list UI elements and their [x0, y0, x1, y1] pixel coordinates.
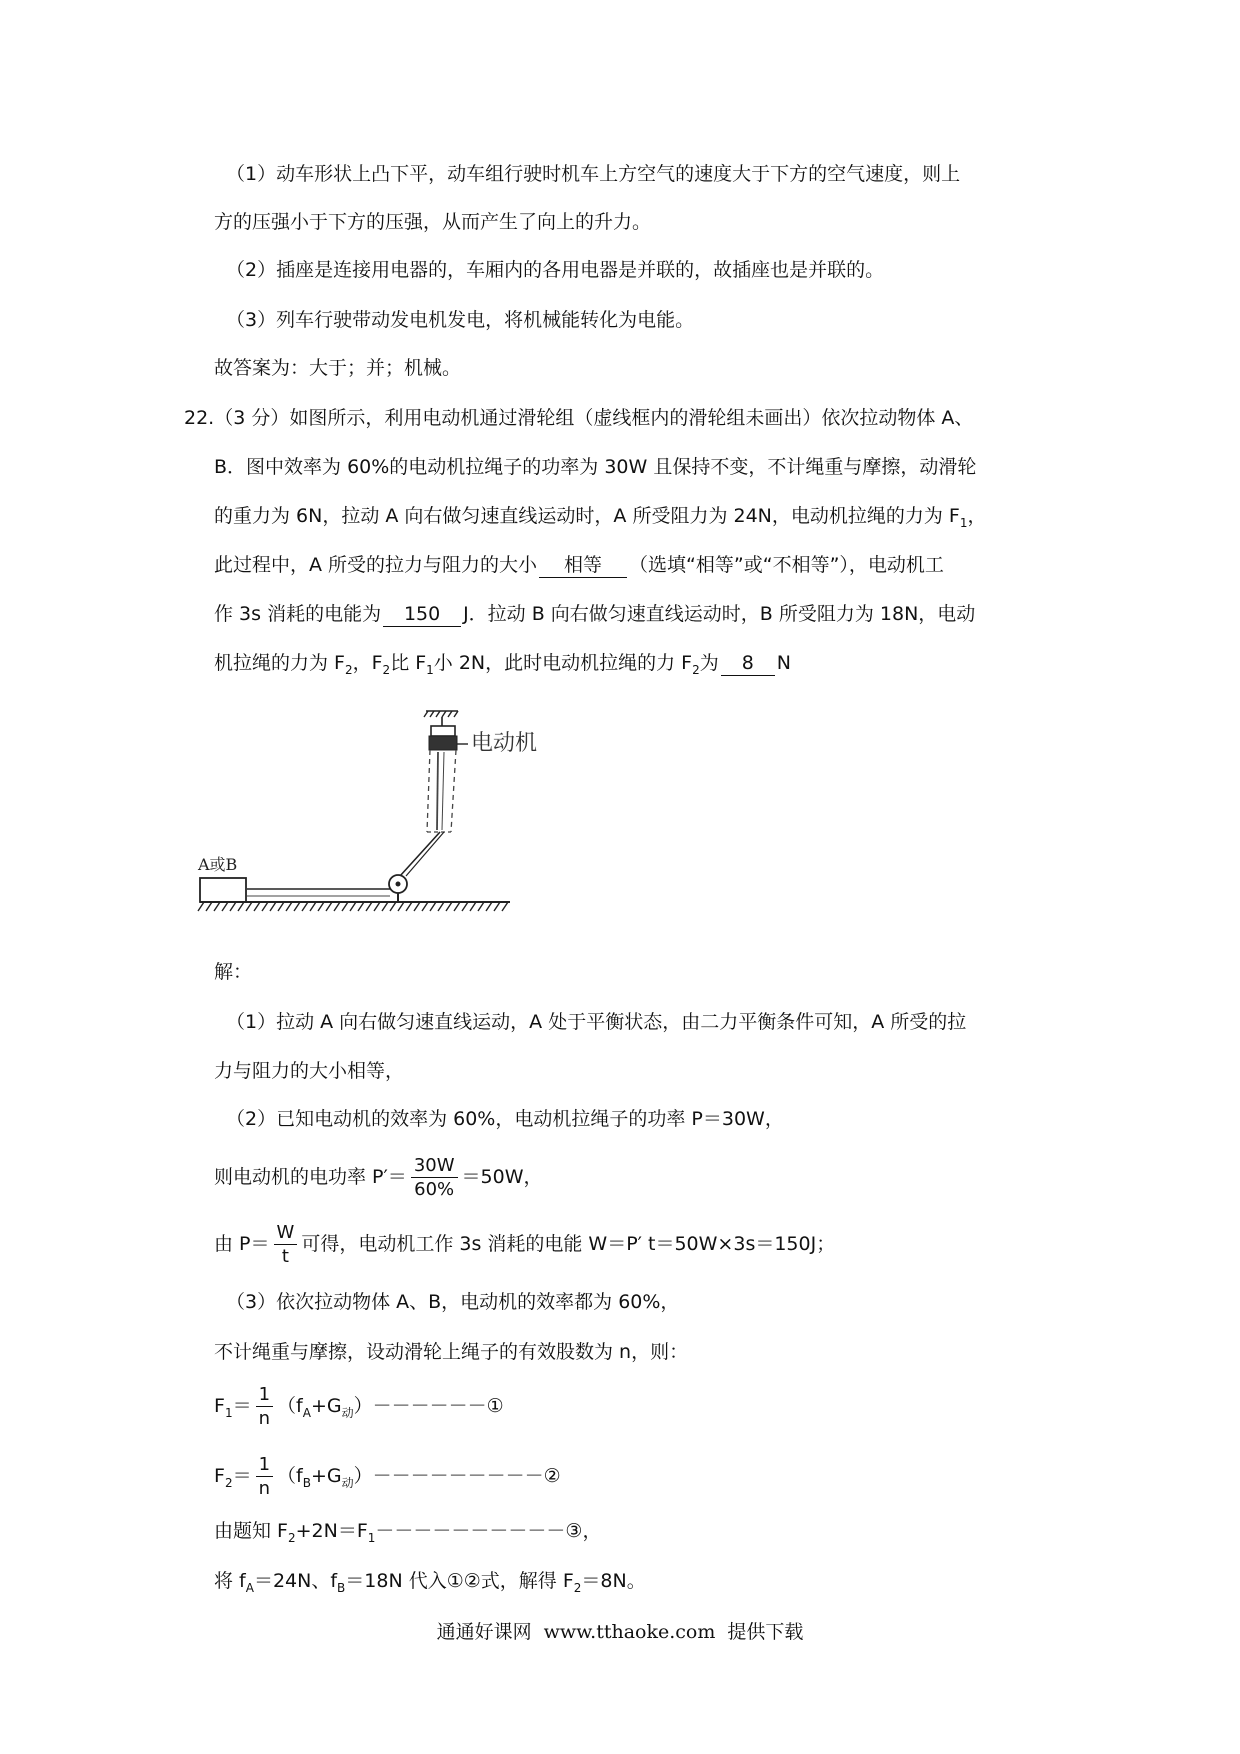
solution-line: 不计绳重与摩擦，设动滑轮上绳子的有效股数为 n，则： — [214, 1341, 689, 1363]
question-line: 此过程中，A 所受的拉力与阻力的大小 相等 （选填“相等”或“不相等”），电动机工 — [214, 554, 944, 576]
solution-line: （3）依次拉动物体 A、B，电动机的效率都为 60%， — [226, 1291, 680, 1313]
answer-line: （3）列车行驶带动发电机发电，将机械能转化为电能。 — [226, 309, 695, 331]
equation-4: 将 $f_A=24N$、$f_B=18N$ 代入①②式，解得 $F_2=8N$。 — [214, 1570, 646, 1595]
block-label: A或B — [198, 855, 238, 874]
footer-url[interactable]: www.tthaoke.com — [543, 1621, 716, 1643]
question-line: 的重力为 6N，拉动 A 向右做匀速直线运动时，A 所受阻力为 24N，电动机拉绳的力为 $F_1$， — [214, 505, 987, 530]
solution-line: （2）已知电动机的效率为 60%，电动机拉绳子的功率 P＝30W， — [226, 1108, 784, 1130]
solution-line: 力与阻力的大小相等， — [214, 1060, 405, 1082]
fraction: $\frac{30W}{60\%}$ — [411, 1157, 458, 1199]
footer-site-name: 通通好课网 — [436, 1621, 532, 1643]
question-line: 22.（3 分）如图所示，利用电动机通过滑轮组（虚线框内的滑轮组未画出）依次拉动物体 A、 — [184, 407, 974, 429]
motor-label: 电动机 — [471, 731, 538, 756]
answer-line: （2）插座是连接用电器的，车厢内的各用电器是并联的，故插座也是并联的。 — [226, 259, 885, 281]
answer-blank: 相等 — [539, 553, 627, 578]
equation-1: $F_1=$ $\frac{1}{n}$ $(f_A+G_动)------①$ — [214, 1383, 504, 1429]
question-line: 机拉绳的力为 $F_2$，$F_2$比 $F_1$小 2N，此时电动机拉绳的力 $F_2$为 8 N — [214, 652, 791, 677]
page-footer — [0, 1617, 1240, 1644]
footer-suffix: 提供下载 — [727, 1621, 804, 1643]
solution-line: 则电动机的电功率 P′＝ $\frac{30W}{60\%}$ ＝50W， — [214, 1154, 543, 1200]
block — [200, 878, 246, 902]
fraction: $\frac{1}{n}$ — [256, 1456, 273, 1498]
question-line: 作 3s 消耗的电能为 150 J．拉动 B 向右做匀速直线运动时，B 所受阻力为 18N，电动 — [214, 603, 976, 625]
fraction: $\frac{W}{t}$ — [274, 1224, 298, 1266]
question-line: B．图中效率为 60%的电动机拉绳子的功率为 30W 且保持不变，不计绳重与摩擦，动滑轮 — [214, 456, 977, 478]
answer-summary: 故答案为：大于；并；机械。 — [214, 357, 462, 379]
solution-line: 由 P＝ $\frac{W}{t}$ 可得，电动机工作 3s 消耗的电能 W＝P′ t＝50W×3s＝150J； — [214, 1221, 836, 1267]
solution-line: （1）拉动 A 向右做匀速直线运动，A 处于平衡状态，由二力平衡条件可知，A 所受的拉 — [226, 1011, 967, 1033]
answer-blank: 8 — [721, 651, 775, 676]
solution-heading: 解： — [214, 961, 253, 983]
answer-blank: 150 — [383, 602, 461, 627]
answer-line: 方的压强小于下方的压强，从而产生了向上的升力。 — [214, 211, 652, 233]
equation-3: 由题知 $F_2+2N=F_1----------③$， — [214, 1520, 602, 1545]
equation-2: $F_2=$ $\frac{1}{n}$ $(f_B+G_动)---------②$ — [214, 1453, 561, 1499]
answer-line: （1）动车形状上凸下平，动车组行驶时机车上方空气的速度大于下方的空气速度，则上 — [226, 163, 961, 185]
pulley-diagram — [198, 706, 560, 931]
fraction: $\frac{1}{n}$ — [256, 1386, 273, 1428]
